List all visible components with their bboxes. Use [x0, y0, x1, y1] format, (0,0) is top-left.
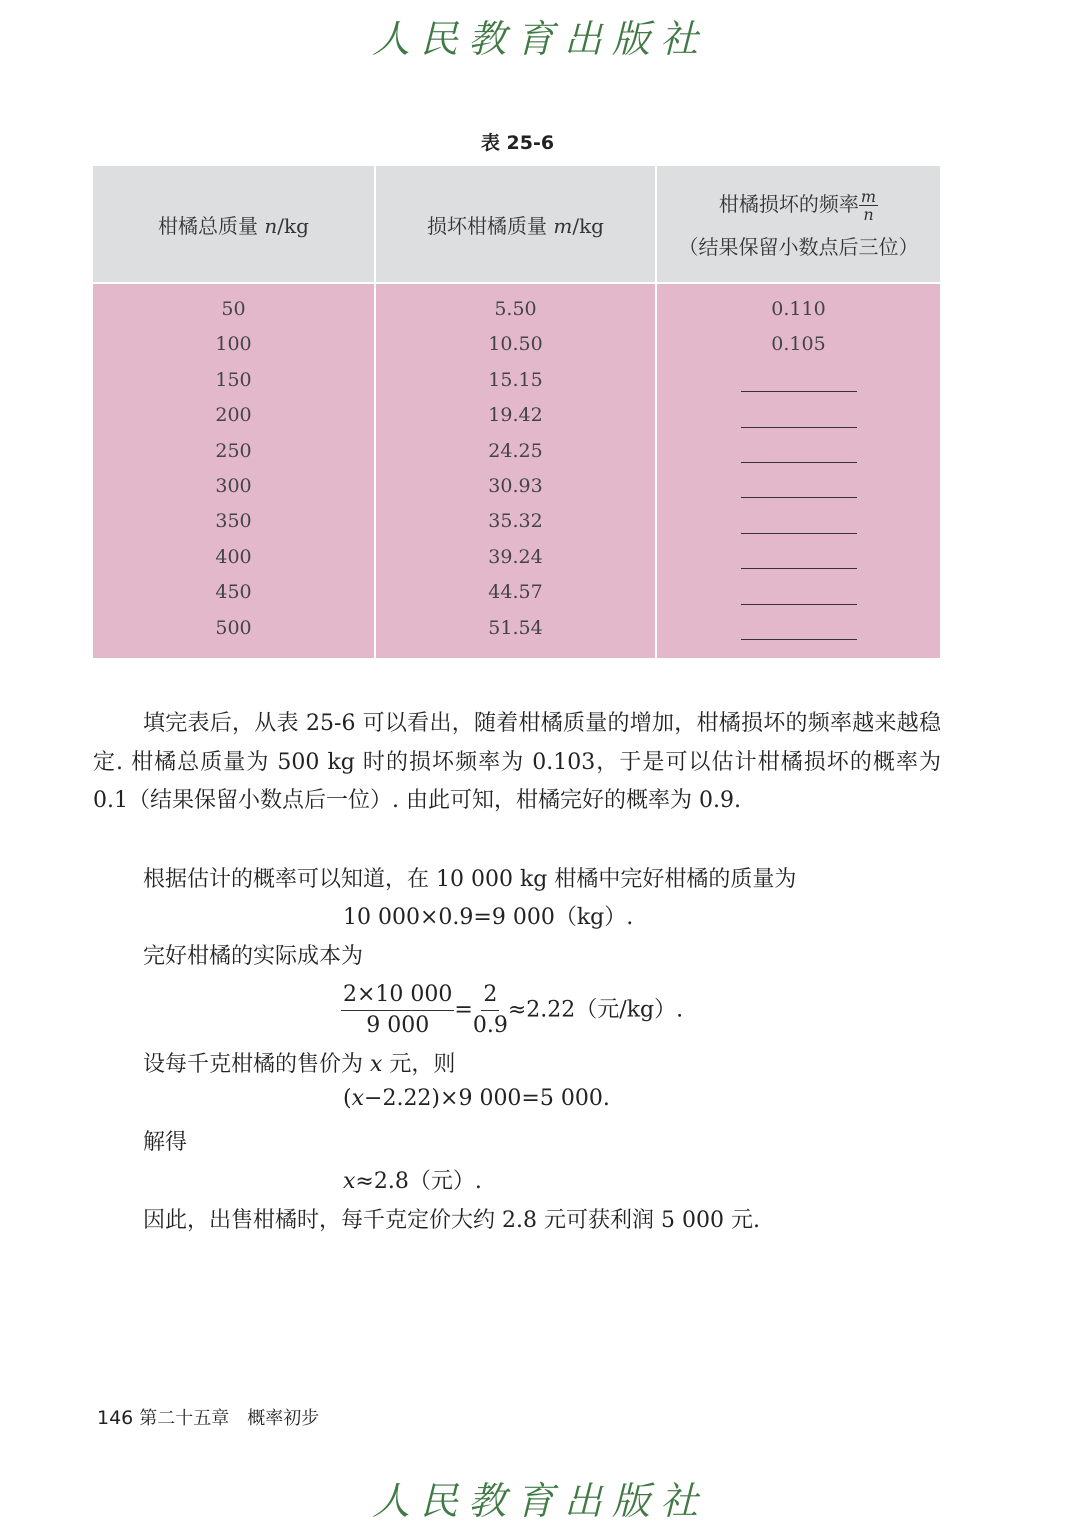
equation-cost — [341, 980, 683, 1041]
frequency-cell-1: 0.110 — [771, 298, 826, 320]
price-setup-text-a: 设每千克柑橘的售价为 — [143, 1052, 370, 1077]
equation-good-mass: 10 000×0.9=9 000（kg）. — [343, 905, 634, 930]
solution-variable: x — [343, 1169, 356, 1194]
answer-blank[interactable] — [741, 617, 857, 640]
damaged-mass-cell-3: 15.15 — [488, 368, 543, 391]
answer-blank[interactable] — [741, 546, 857, 569]
equation-solution — [343, 1164, 482, 1195]
publisher-watermark-top: 人民教育出版社 — [371, 17, 708, 61]
damaged-mass-cell-10: 51.54 — [488, 616, 543, 639]
equation-profit — [343, 1086, 610, 1111]
total-mass-cell-7: 350 — [215, 510, 252, 533]
damaged-mass-cell-6: 30.93 — [488, 474, 543, 497]
total-mass-cell-2: 100 — [215, 333, 252, 356]
paragraph-estimate: 根据估计的概率可以知道，在 10 000 kg 柑橘中完好柑橘的质量为 — [143, 867, 797, 892]
header-total-mass-label: 柑橘总质量 — [158, 213, 265, 238]
total-mass-cell-6: 300 — [215, 474, 252, 497]
frequency-cell-4 — [657, 398, 940, 433]
paren-open: ( — [343, 1086, 352, 1111]
profit-equation-rest: −2.22)×9 000=5 000. — [364, 1086, 610, 1111]
paragraph-cost-intro: 完好柑橘的实际成本为 — [143, 944, 364, 969]
frequency-cell-5 — [657, 434, 940, 469]
header-total-mass — [93, 166, 374, 282]
header-total-mass-var: n — [264, 213, 278, 238]
chapter-title: 第二十五章 概率初步 — [139, 1408, 320, 1429]
paragraph-price-setup — [143, 1047, 455, 1078]
answer-blank[interactable] — [741, 440, 857, 463]
damaged-mass-cell-1: 5.50 — [494, 298, 537, 320]
cost-fraction-2-den: 0.9 — [472, 1013, 508, 1038]
damaged-mass-cell-7: 35.32 — [488, 510, 543, 533]
header-frequency — [655, 166, 940, 282]
column-total-mass — [93, 282, 374, 658]
damaged-mass-cell-5: 24.25 — [488, 439, 543, 462]
paragraph-analysis: 填完表后，从表 25-6 可以看出，随着柑橘质量的增加，柑橘损坏的频率越来越稳定. 柑橘总质量为 500 kg 时的损坏频率为 0.103，于是可以估计柑橘损坏的概率为 0.1（结果保留小数点后一位）. 由此可知，柑橘完好的概率为 0.9. — [93, 711, 941, 813]
header-damaged-mass-unit: /kg — [572, 213, 604, 238]
total-mass-cell-8: 400 — [215, 545, 252, 568]
column-damaged-mass — [374, 282, 655, 658]
equals-sign: = — [454, 997, 473, 1023]
header-damaged-mass — [374, 166, 655, 282]
total-mass-cell-5: 250 — [215, 439, 252, 462]
frequency-cell-9 — [657, 575, 940, 610]
cost-result: ≈2.22（元/kg）. — [507, 997, 684, 1023]
price-setup-text-b: 元，则 — [382, 1052, 456, 1077]
damaged-mass-cell-8: 39.24 — [488, 545, 543, 568]
total-mass-cell-9: 450 — [215, 581, 252, 604]
total-mass-cell-1: 50 — [221, 298, 246, 320]
profit-variable: x — [351, 1086, 365, 1111]
cost-fraction-1-num: 2×10 000 — [341, 980, 454, 1011]
fraction-denominator: n — [863, 205, 874, 224]
answer-blank[interactable] — [741, 511, 857, 534]
header-total-mass-unit: /kg — [277, 213, 309, 238]
answer-blank[interactable] — [741, 582, 857, 605]
header-damaged-mass-var: m — [553, 213, 573, 238]
data-table — [93, 166, 940, 658]
damaged-mass-cell-4: 19.42 — [488, 404, 543, 427]
solution-value: ≈2.8（元）. — [355, 1169, 482, 1194]
price-variable: x — [370, 1052, 383, 1077]
frequency-cell-8 — [657, 540, 940, 575]
frequency-cell-7 — [657, 504, 940, 539]
frequency-cell-6 — [657, 469, 940, 504]
answer-blank[interactable] — [741, 475, 857, 498]
column-frequency — [655, 282, 940, 658]
cost-fraction-1-den: 9 000 — [366, 1013, 430, 1038]
header-frequency-note: （结果保留小数点后三位） — [678, 235, 919, 259]
frequency-cell-10 — [657, 611, 940, 646]
header-damaged-mass-label: 损坏柑橘质量 — [427, 213, 554, 238]
paragraph-conclusion: 因此，出售柑橘时，每千克定价大约 2.8 元可获利润 5 000 元. — [143, 1208, 760, 1233]
header-frequency-label: 柑橘损坏的频率 — [718, 192, 859, 216]
damaged-mass-cell-9: 44.57 — [488, 581, 543, 604]
cost-fraction-2-num: 2 — [481, 980, 499, 1011]
cost-fraction-2 — [473, 980, 508, 1041]
damaged-mass-cell-2: 10.50 — [488, 333, 543, 356]
table-caption: 表 25-6 — [480, 132, 555, 154]
page-number: 146 — [97, 1407, 134, 1429]
frequency-cell-2: 0.105 — [771, 333, 826, 356]
answer-blank[interactable] — [741, 405, 857, 428]
cost-fraction-1 — [341, 980, 454, 1041]
total-mass-cell-10: 500 — [215, 616, 252, 639]
total-mass-cell-3: 150 — [215, 368, 252, 391]
publisher-watermark-bottom: 人民教育出版社 — [371, 1479, 708, 1523]
fraction-numerator: m — [860, 187, 877, 206]
total-mass-cell-4: 200 — [215, 404, 252, 427]
frequency-cell-3 — [657, 363, 940, 398]
page-footer — [97, 1404, 319, 1430]
frequency-fraction — [859, 188, 878, 223]
answer-blank[interactable] — [741, 369, 857, 392]
paragraph-solve: 解得 — [143, 1130, 188, 1155]
